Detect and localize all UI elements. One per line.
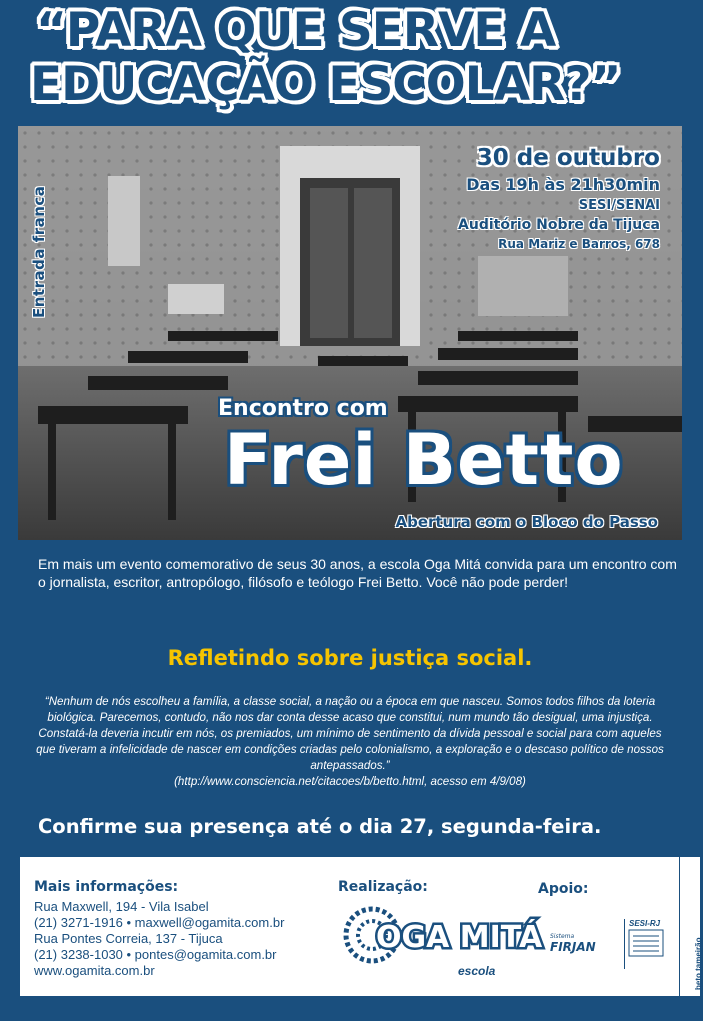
sesi-logo	[624, 919, 670, 969]
realizacao-heading: Realização:	[338, 879, 428, 895]
firjan-big: FIRJAN	[550, 940, 596, 954]
event-date: 30 de outubro	[476, 145, 660, 171]
info-line: (21) 3271-1916 • maxwell@ogamita.com.br	[34, 915, 285, 930]
title-line-2: EDUCAÇÃO ESCOLAR?”	[30, 57, 621, 112]
event-address: Rua Mariz e Barros, 678	[498, 237, 660, 251]
oga-mita-logo	[342, 903, 543, 969]
rsvp-notice: Confirme sua presença até o dia 27, segunda-feira.	[38, 815, 602, 838]
info-line: (21) 3238-1030 • pontes@ogamita.com.br	[34, 947, 277, 962]
quote-block	[30, 694, 670, 790]
sesi-grid-icon	[629, 928, 663, 958]
info-website: www.ogamita.com.br	[34, 963, 155, 978]
info-section	[34, 879, 284, 979]
info-line: Rua Maxwell, 194 - Vila Isabel	[34, 899, 209, 914]
entrada-franca-label: Entrada franca	[30, 185, 48, 318]
event-details	[458, 145, 660, 251]
apoio-heading: Apoio:	[538, 881, 589, 897]
speaker-name: Frei Betto	[224, 419, 624, 501]
designer-credit: beto tameirão	[694, 937, 703, 990]
oga-logo-text: OGA MITÁ	[376, 920, 543, 955]
info-line: Rua Pontes Correia, 137 - Tijuca	[34, 931, 223, 946]
title-line-1: “PARA QUE SERVE A	[36, 3, 556, 58]
event-time: Das 19h às 21h30min	[466, 175, 660, 194]
opening-act: Abertura com o Bloco do Passo	[395, 513, 658, 531]
sesi-text: SESI-RJ	[629, 919, 661, 928]
firjan-small: Sistema	[550, 933, 575, 940]
event-venue-hall: Auditório Nobre da Tijuca	[458, 217, 660, 233]
footer-panel	[20, 857, 679, 996]
subtitle: Refletindo sobre justiça social.	[167, 646, 533, 670]
quote-source: (http://www.consciencia.net/citacoes/b/betto.html, acesso em 4/9/08)	[174, 775, 526, 788]
quote-text: “Nenhum de nós escolheu a família, a classe social, a nação ou a época em que nasceu. Somos todos filhos da loteria biológica. Parecemos, contudo, não nos dar conta desse acaso que constitui, num mundo tão desigual, uma injustiça. Constatá-la deveria incutir em nós, os premiados, um mínimo de sentimento da dívida pessoal e social para com aqueles que tiveram a infelicidade de nascer em condições criadas pelo colonialismo, a exploração e o descaso político de nossos antepassados.”	[36, 695, 664, 772]
encontro-com-label: Encontro com	[218, 396, 388, 421]
firjan-logo	[550, 933, 596, 954]
intro-paragraph: Em mais um evento comemorativo de seus 30 anos, a escola Oga Mitá convida para um encontro com o jornalista, escritor, antropólogo, filósofo e teólogo Frei Betto. Você não pode perder!	[38, 556, 677, 590]
info-lines	[34, 899, 284, 979]
event-venue-org: SESI/SENAI	[578, 198, 660, 213]
oga-logo-subtitle: escola	[458, 964, 496, 978]
poster-title	[30, 4, 690, 112]
info-heading: Mais informações:	[34, 879, 179, 895]
